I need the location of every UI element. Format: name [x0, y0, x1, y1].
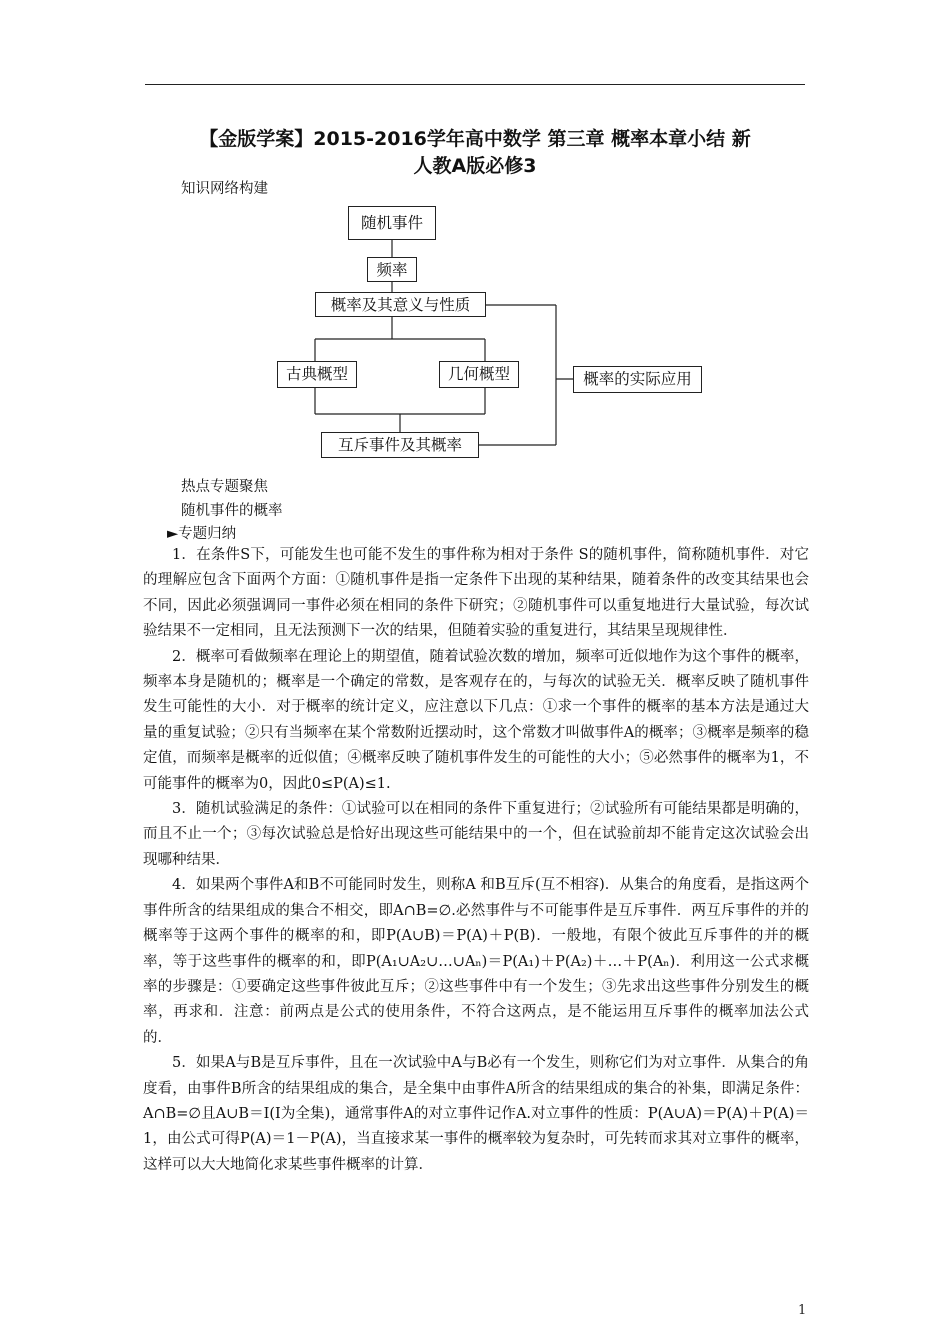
- paragraph-2: 2．概率可看做频率在理论上的期望值，随着试验次数的增加，频率可近似地作为这个事件的概率，频率本身是随机的；概率是一个确定的常数，是客观存在的，与每次的试验无关．概率反映了随机事件发生可能性的大小．对于概率的统计定义，应注意以下几点：①求一个事件的概率的基本方法是通过大量的重复试验；②只有当频率在某个常数附近摆动时，这个常数才叫做事件A的概率；③概率是频率的稳定值，而频率是概率的近似值；④概率反映了随机事件发生的可能性的大小；⑤必然事件的概率为1，不可能事件的概率为0，因此0≤P(A)≤1.: [143, 648, 809, 792]
- title-line-1: 【金版学案】2015-2016学年高中数学 第三章 概率本章小结 新: [199, 128, 751, 150]
- paragraph-5: 5．如果A与B是互斥事件，且在一次试验中A与B必有一个发生，则称它们为对立事件．从集合的角度看，由事件B所含的结果组成的集合，是全集中由事件A所含的结果组成的集合的补集，即满足条件：A∩B=∅且A∪B＝I(I为全集)，通常事件A的对立事件记作A.对立事件的性质：P(A∪A)＝P(A)＋P(A)＝1，由公式可得P(A)＝1－P(A)，当直接求某一事件的概率较为复杂时，可先转而求其对立事件的概率，这样可以大大地简化求某些事件概率的计算．: [143, 1055, 809, 1173]
- box-mutually-exclusive: 互斥事件及其概率: [321, 432, 479, 458]
- paragraph-4: 4．如果两个事件A和B不可能同时发生，则称A 和B互斥(互不相容)．从集合的角度看，是指这两个事件所含的结果组成的集合不相交，即A∩B=∅.必然事件与不可能事件是互斥事件．两互斥事件的并的概率等于这两个事件的概率的和，即P(A∪B)＝P(A)＋P(B)．一般地，有限个彼此互斥事件的并的概率，等于这些事件的概率的和，即P(A₁∪A₂∪…∪Aₙ)＝P(A₁)＋P(A₂)＋…＋P(Aₙ)．利用这一公式求概率的步骤是：①要确定这些事件彼此互斥；②这些事件中有一个发生；③先求出这些事件分别发生的概率，再求和．注意：前两点是公式的使用条件，不符合这两点，是不能运用互斥事件的概率加法公式的．: [143, 877, 809, 1046]
- topic-label: ►专题归纳: [167, 526, 237, 542]
- box-practical-application: 概率的实际应用: [573, 366, 702, 393]
- header-rule: [145, 84, 805, 85]
- section-heading-hotspot: 热点专题聚焦: [181, 479, 268, 495]
- page-number: 1: [798, 1303, 807, 1318]
- box-geometric-model: 几何概型: [439, 361, 519, 388]
- paragraph-3: 3．随机试验满足的条件：①试验可以在相同的条件下重复进行；②试验所有可能结果都是明确的，而且不止一个；③每次试验总是恰好出现这些可能结果中的一个，但在试验前却不能肯定这次试验会出现哪种结果．: [143, 801, 809, 868]
- box-frequency: 频率: [367, 257, 417, 282]
- body-text: [143, 543, 809, 1178]
- box-random-event: 随机事件: [348, 206, 436, 240]
- knowledge-network-diagram: [260, 196, 720, 466]
- title-line-2: 人教A版必修3: [413, 155, 537, 177]
- box-probability-meaning: 概率及其意义与性质: [315, 292, 486, 317]
- document-title: [150, 126, 800, 180]
- subsection-heading: 随机事件的概率: [181, 503, 283, 519]
- box-classical-model: 古典概型: [277, 361, 357, 388]
- section-heading-network: 知识网络构建: [181, 181, 268, 197]
- diagram-connectors: [260, 196, 720, 466]
- paragraph-1: 1．在条件S下，可能发生也可能不发生的事件称为相对于条件 S的随机事件，简称随机事件．对它的理解应包含下面两个方面：①随机事件是指一定条件下出现的某种结果，随着条件的改变其结果也会不同，因此必须强调同一事件必须在相同的条件下研究；②随机事件可以重复地进行大量试验，每次试验结果不一定相同，且无法预测下一次的结果，但随着实验的重复进行，其结果呈现规律性．: [143, 547, 809, 640]
